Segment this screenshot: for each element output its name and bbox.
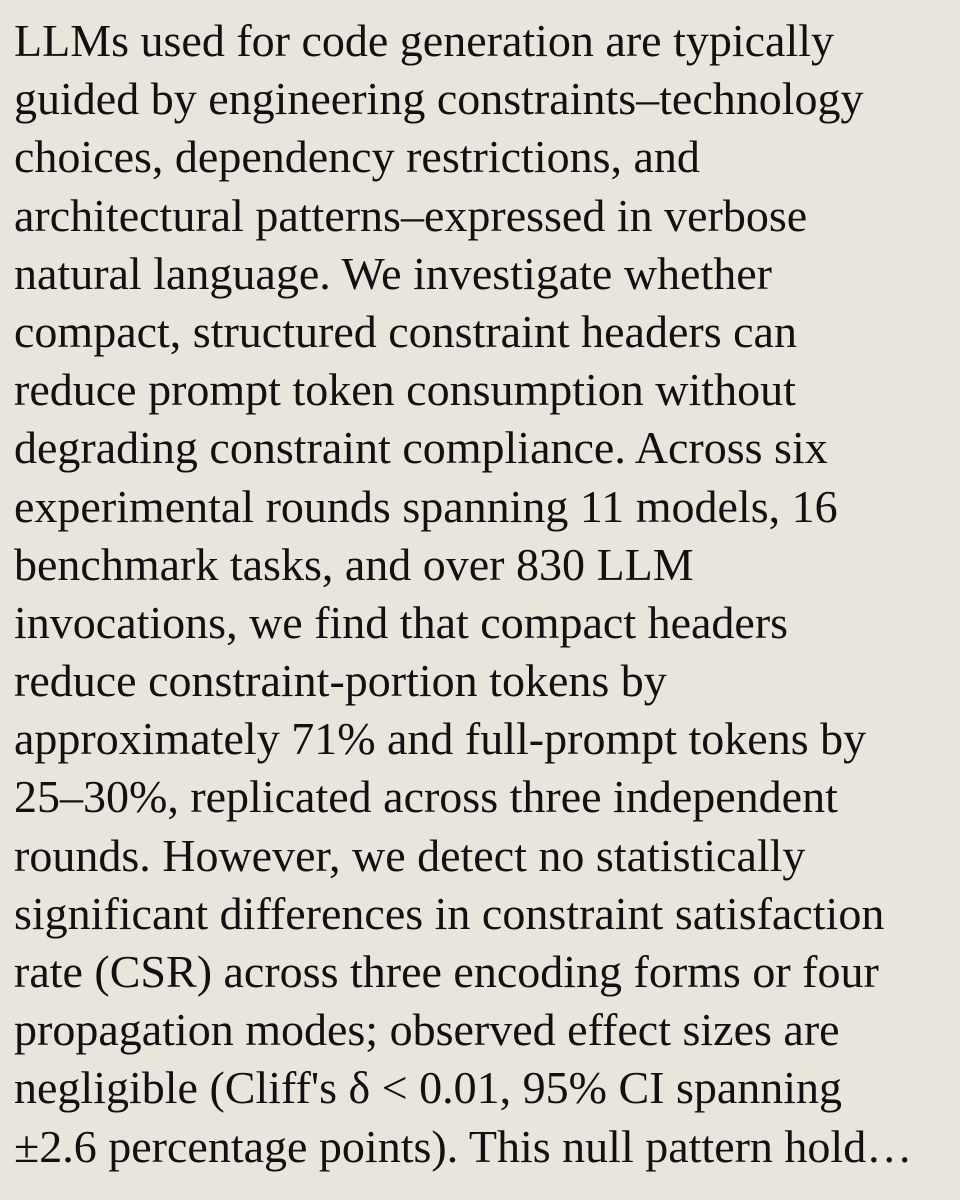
abstract-line: propagation modes; observed effect sizes are — [14, 1004, 840, 1056]
abstract-line: choices, dependency restrictions, and — [14, 131, 700, 183]
abstract-text-block — [14, 12, 960, 1176]
abstract-line: ±2.6 percentage points). This null pattern hold… — [14, 1120, 913, 1172]
abstract-line: reduce prompt token consumption without — [14, 364, 796, 416]
abstract-line: significant differences in constraint satisfaction — [14, 887, 885, 939]
abstract-line: negligible (Cliff's δ < 0.01, 95% CI spanning — [14, 1062, 843, 1114]
abstract-line: 25–30%, replicated across three independent — [14, 771, 838, 823]
abstract-line: LLMs used for code generation are typically — [14, 15, 835, 66]
abstract-line: experimental rounds spanning 11 models, 16 — [14, 480, 838, 532]
abstract-line: benchmark tasks, and over 830 LLM — [14, 538, 694, 590]
abstract-line: reduce constraint-portion tokens by — [14, 655, 667, 707]
abstract-line: degrading constraint compliance. Across six — [14, 422, 828, 474]
abstract-line: compact, structured constraint headers can — [14, 305, 797, 357]
abstract-line: rate (CSR) across three encoding forms or four — [14, 946, 879, 997]
abstract-line: rounds. However, we detect no statistically — [14, 829, 806, 881]
abstract-line: natural language. We investigate whether — [14, 247, 772, 299]
abstract-line: invocations, we find that compact headers — [14, 596, 789, 648]
abstract-line: guided by engineering constraints–technology — [14, 73, 864, 125]
abstract-line: architectural patterns–expressed in verbose — [14, 189, 808, 241]
abstract-line: approximately 71% and full-prompt tokens by — [14, 713, 867, 765]
